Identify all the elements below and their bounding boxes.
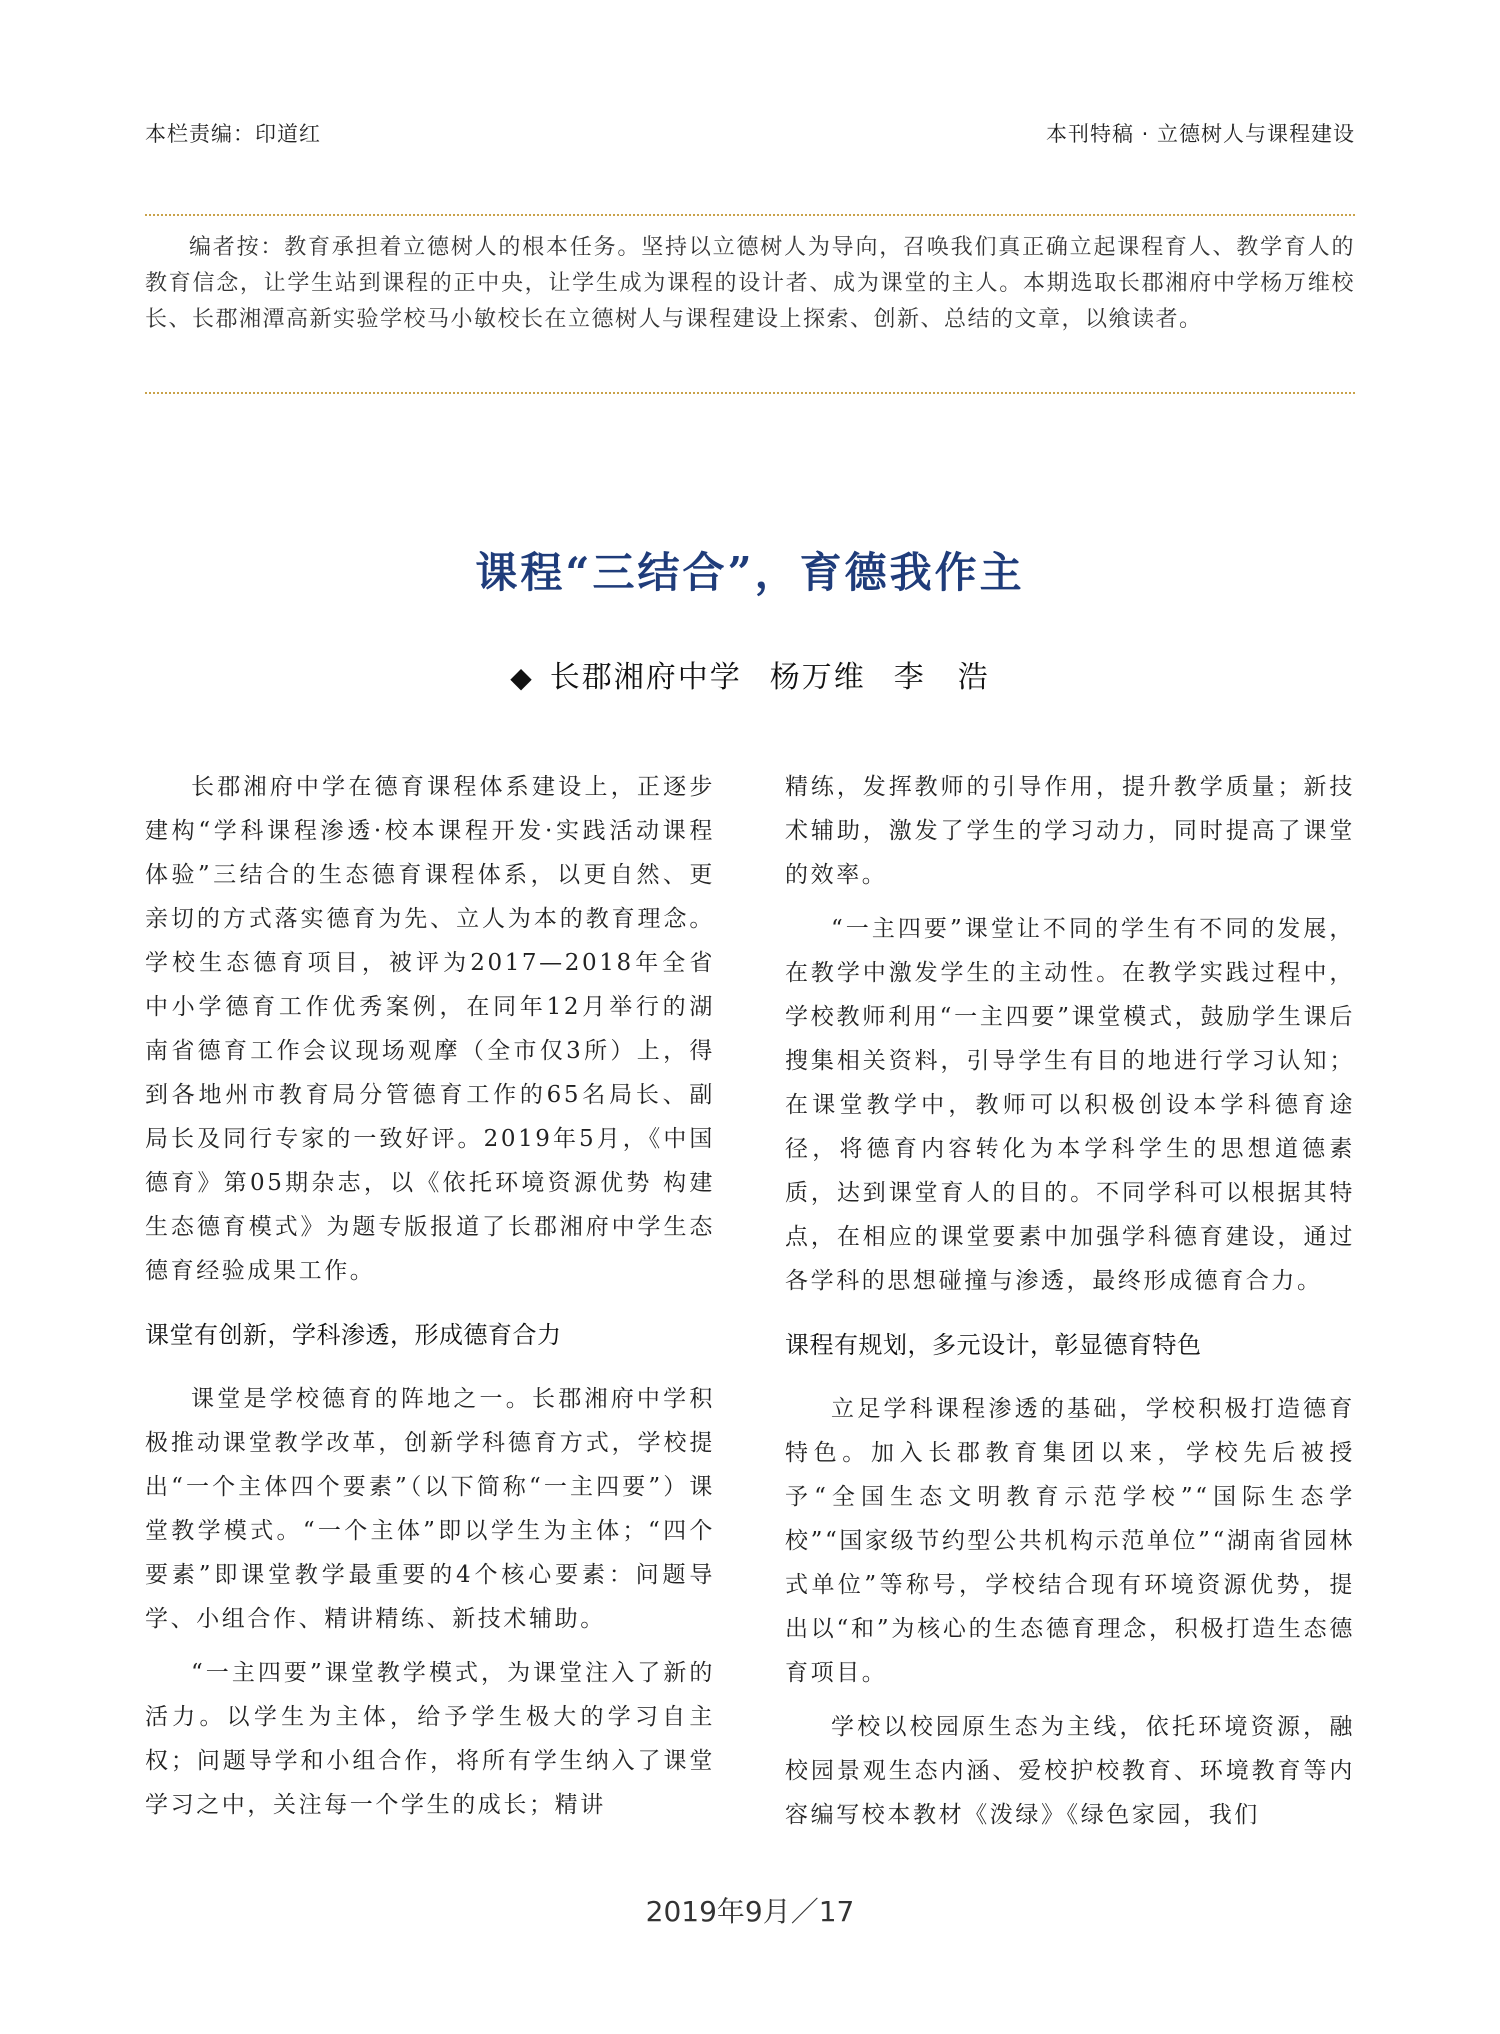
- column-editor: 本栏责编：印道红: [145, 122, 321, 146]
- divider-bottom: [145, 392, 1355, 394]
- divider-top: [145, 214, 1355, 216]
- paragraph: 立足学科课程渗透的基础，学校积极打造德育特色。加入长郡教育集团以来，学校先后被授予“全国生态文明教育示范学校”“国际生态学校”“国家级节约型公共机构示范单位”“湖南省园林式单位”等称号，学校结合现有环境资源优势，提出以“和”为核心的生态德育理念，积极打造生态德育项目。: [785, 1396, 1355, 1686]
- paragraph: 学校以校园原生态为主线，依托环境资源，融校园景观生态内涵、爱校护校教育、环境教育等内容编写校本教材《泼绿》《绿色家园，我们: [785, 1714, 1355, 1828]
- article-title: 课程“三结合”，育德我作主: [475, 548, 1025, 597]
- school-name: 长郡湘府中学: [549, 660, 742, 695]
- right-column: [785, 765, 1355, 1837]
- paragraph: “一主四要”课堂教学模式，为课堂注入了新的活力。以学生为主体，给予学生极大的学习自主权；问题导学和小组合作，将所有学生纳入了课堂学习之中，关注每一个学生的成长；精讲: [145, 1660, 715, 1818]
- editor-note: 编者按：教育承担着立德树人的根本任务。坚持以立德树人为导向，召唤我们真正确立起课程育人、教学育人的教育信念，让学生站到课程的正中央，让学生成为课程的设计者、成为课堂的主人。本期选取长郡湘府中学杨万维校长、长郡湘潭高新实验学校马小敏校长在立德树人与课程建设上探索、创新、总结的文章，以飨读者。: [145, 235, 1355, 332]
- author-name: 杨万维: [769, 660, 866, 695]
- paragraph: “一主四要”课堂让不同的学生有不同的发展，在教学中激发学生的主动性。在教学实践过程中，学校教师利用“一主四要”课堂模式，鼓励学生课后搜集相关资料，引导学生有目的地进行学习认知；在课堂教学中，教师可以积极创设本学科德育途径，将德育内容转化为本学科学生的思想道德素质，达到课堂育人的目的。不同学科可以根据其特点，在相应的课堂要素中加强学科德育建设，通过各学科的思想碰撞与渗透，最终形成德育合力。: [785, 916, 1355, 1294]
- diamond-icon: ◆: [510, 661, 534, 694]
- paragraph: 课堂是学校德育的阵地之一。长郡湘府中学积极推动课堂教学改革，创新学科德育方式，学校提出“一个主体四个要素”（以下简称“一主四要”）课堂教学模式。“一个主体”即以学生为主体；“四个要素”即课堂教学最重要的4个核心要素：问题导学、小组合作、精讲精练、新技术辅助。: [145, 1386, 715, 1632]
- author-name: 李 浩: [893, 660, 990, 695]
- paragraph: 长郡湘府中学在德育课程体系建设上，正逐步建构“学科课程渗透·校本课程开发·实践活动课程体验”三结合的生态德育课程体系，以更自然、更亲切的方式落实德育为先、立人为本的教育理念。学校生态德育项目，被评为2017—2018年全省中小学德育工作优秀案例，在同年12月举行的湖南省德育工作会议现场观摩（全市仅3所）上，得到各地州市教育局分管德育工作的65名局长、副局长及同行专家的一致好评。2019年5月，《中国德育》第05期杂志，以《依托环境资源优势 构建生态德育模式》为题专版报道了长郡湘府中学生态德育经验成果工作。: [145, 774, 715, 1284]
- byline: [0, 652, 1500, 696]
- section-label: 本刊特稿 · 立德树人与课程建设: [1045, 122, 1355, 146]
- paragraph: 精练，发挥教师的引导作用，提升教学质量；新技术辅助，激发了学生的学习动力，同时提高了课堂的效率。: [785, 774, 1355, 888]
- left-column: [145, 765, 715, 1827]
- section-heading: 课程有规划，多元设计，彰显德育特色: [785, 1331, 1202, 1359]
- page-number: 2019年9月／17: [645, 1895, 855, 1928]
- section-heading: 课堂有创新，学科渗透，形成德育合力: [145, 1321, 562, 1349]
